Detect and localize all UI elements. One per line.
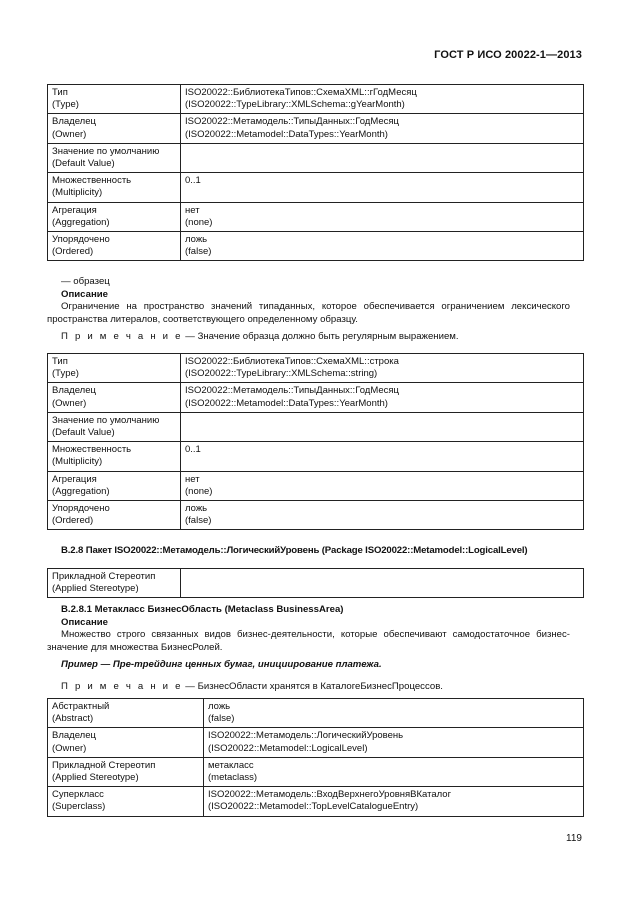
row-value: 0..1 [181,442,584,471]
row-value: ISO20022::БиблиотекаТипов::СхемаXML::гГодМесяц (ISO20022::TypeLibrary::XMLSchema::gYearMonth) [181,85,584,114]
document-header: ГОСТ Р ИСО 20022-1—2013 [434,49,582,61]
row-value: ложь (false) [204,699,584,728]
row-value: нет (none) [181,471,584,500]
row-label: Агрегация (Aggregation) [48,202,181,231]
table-row [48,143,584,172]
row-label: Владелец (Owner) [48,728,204,757]
table-row [48,757,584,786]
section-heading-b281: B.2.8.1 Метакласс БизнесОбласть (Metaclass BusinessArea) [61,604,344,615]
note [61,331,584,344]
attributes-table-3 [47,568,584,598]
page-number: 119 [566,833,582,844]
row-value: ложь (false) [181,501,584,530]
note-text: — БизнесОбласти хранятся в КаталогеБизнесПроцессов. [182,681,443,692]
row-label: Суперкласс (Superclass) [48,787,204,816]
table-row [48,114,584,143]
section-subheading: Описание [61,617,108,628]
body-paragraph: Ограничение на пространство значений типаданных, которое обеспечивается ограничением лексического пространства литералов, соответствующего определенному образцу. [47,301,570,325]
table-row [48,173,584,202]
row-value [181,143,584,172]
row-value [181,569,584,598]
row-label: Множественность (Multiplicity) [48,173,181,202]
table-row [48,699,584,728]
row-label: Значение по умолчанию (Default Value) [48,143,181,172]
table-row [48,728,584,757]
table-row [48,354,584,383]
section-heading: Описание [61,289,108,300]
row-value: ISO20022::Метамодель::ВходВерхнегоУровняВКаталог (ISO20022::Metamodel::TopLevelCatalogueEntry) [204,787,584,816]
row-label: Владелец (Owner) [48,383,181,412]
note-text: — Значение образца должно быть регулярным выражением. [182,331,459,342]
row-value [181,412,584,441]
attributes-table-1 [47,84,584,261]
row-label: Агрегация (Aggregation) [48,471,181,500]
attributes-table-4 [47,698,584,817]
row-label: Значение по умолчанию (Default Value) [48,412,181,441]
row-label: Упорядочено (Ordered) [48,232,181,261]
table-row [48,569,584,598]
table-row [48,383,584,412]
row-value: ISO20022::БиблиотекаТипов::СхемаXML::строка (ISO20022::TypeLibrary::XMLSchema::string) [181,354,584,383]
list-item-obrazec: — образец [61,276,110,287]
note-label: П р и м е ч а н и е [61,331,183,342]
attributes-table-2 [47,353,584,530]
table-row [48,501,584,530]
row-value: 0..1 [181,173,584,202]
table-row [48,232,584,261]
row-label: Тип (Type) [48,85,181,114]
row-value: ISO20022::Метамодель::ТипыДанных::ГодМесяц (ISO20022::Metamodel::DataTypes::YearMonth) [181,114,584,143]
table-row [48,787,584,816]
row-label: Абстрактный (Abstract) [48,699,204,728]
row-value: ложь (false) [181,232,584,261]
row-label: Прикладной Стереотип (Applied Stereotype) [48,569,181,598]
row-value: ISO20022::Метамодель::ТипыДанных::ГодМесяц (ISO20022::Metamodel::DataTypes::YearMonth) [181,383,584,412]
section-heading-b28: B.2.8 Пакет ISO20022::Метамодель::ЛогическийУровень (Package ISO20022::Metamodel::LogicalLevel) [61,545,528,556]
row-value: ISO20022::Метамодель::ЛогическийУровень (ISO20022::Metamodel::LogicalLevel) [204,728,584,757]
row-label: Множественность (Multiplicity) [48,442,181,471]
table-row [48,85,584,114]
body-paragraph: Множество строго связанных видов бизнес-деятельности, которые обеспечивают самодостаточное бизнес-значение для множества БизнесРолей. [47,629,570,653]
table-row [48,471,584,500]
row-label: Прикладной Стереотип (Applied Stereotype) [48,757,204,786]
row-label: Тип (Type) [48,354,181,383]
table-row [48,202,584,231]
row-label: Владелец (Owner) [48,114,181,143]
table-row [48,412,584,441]
note-label: П р и м е ч а н и е [61,681,183,692]
table-row [48,442,584,471]
row-value: метакласс (metaclass) [204,757,584,786]
example: Пример — Пре-трейдинг ценных бумаг, инициирование платежа. [61,659,382,670]
note [61,681,584,694]
row-label: Упорядочено (Ordered) [48,501,181,530]
row-value: нет (none) [181,202,584,231]
